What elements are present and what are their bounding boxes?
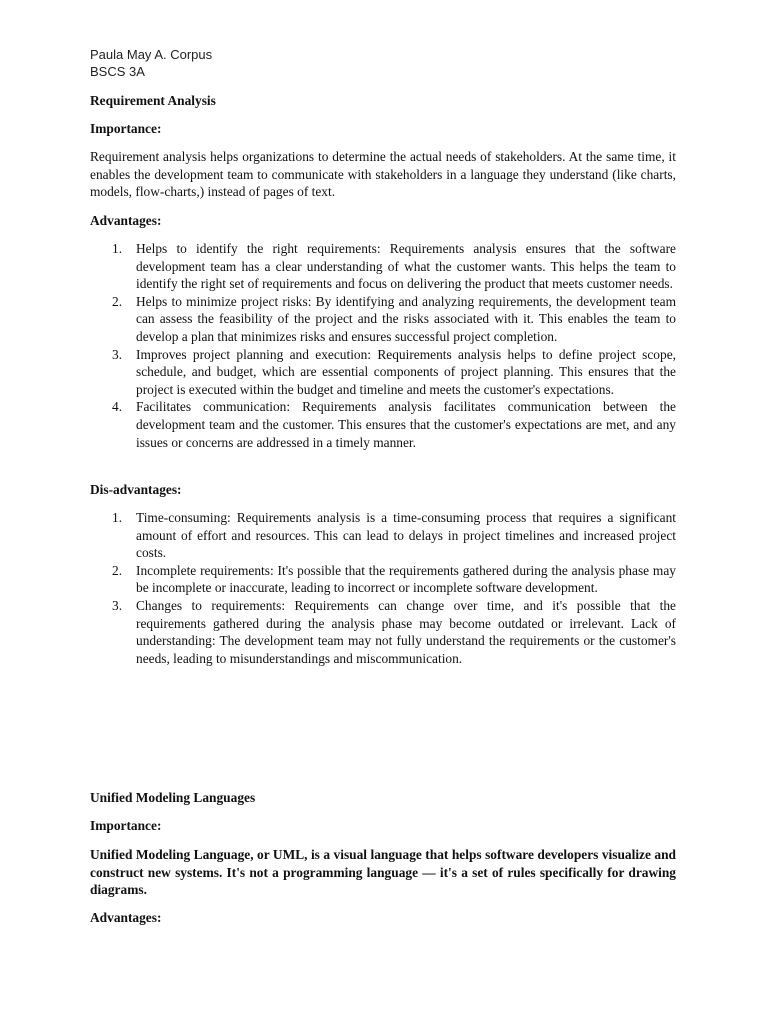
list-item-text: Time-consuming: Requirements analysis is a time-consuming process that requires a significant amount of effort and resources. This can lead to delays in project timelines and increased project costs. (136, 510, 676, 561)
list-number: 3. (112, 346, 123, 362)
uml-advantages-heading: Advantages: (90, 910, 162, 925)
list-number: 1. (112, 241, 123, 256)
list-number: 1. (112, 510, 123, 525)
list-item-text: Changes to requirements: Requirements can change over time, and it's possible that the requirements gathered during the analysis phase may become outdated or irrelevant. Lack of understanding: The development team may not fully understand the requirements or the customer's needs, leading to misunderstandings and miscommunication. (136, 597, 676, 666)
section-title-uml: Unified Modeling Languages (90, 790, 256, 805)
list-item-text: Helps to minimize project risks: By identifying and analyzing requirements, the development team can assess the feasibility of the project and the risks associated with it. This enables the team to develop a plan that minimizes risks and ensures successful project completion. (136, 293, 676, 344)
author-name: Paula May A. Corpus (90, 47, 213, 62)
list-item (90, 562, 676, 597)
advantages-list (90, 240, 676, 451)
disadvantages-heading: Dis-advantages: (90, 482, 182, 497)
uml-importance-heading: Importance: (90, 818, 162, 833)
importance-heading: Importance: (90, 121, 162, 136)
list-number: 2. (112, 293, 123, 309)
importance-paragraph: Requirement analysis helps organizations to determine the actual needs of stakeholders. At the same time, it enables the development team to communicate with stakeholders in a language they understand (like charts, models, flow-charts,) instead of pages of text. (90, 149, 676, 200)
list-number: 2. (112, 562, 123, 578)
list-item (90, 240, 676, 293)
list-item (90, 597, 676, 667)
list-item-text: Facilitates communication: Requirements analysis facilitates communication between the development team and the customer. This ensures that the customer's expectations are met, and any issues or concerns are addressed in a timely manner. (136, 399, 676, 450)
uml-importance-paragraph: Unified Modeling Language, or UML, is a visual language that helps software developers visualize and construct new systems. It's not a programming language — it's a set of rules specifically for drawing diagrams. (90, 847, 676, 898)
author-section: BSCS 3A (90, 64, 145, 79)
list-item (90, 509, 676, 562)
list-item (90, 293, 676, 346)
list-item-text: Improves project planning and execution: Requirements analysis helps to define project scope, schedule, and budget, which are essential components of project planning. This ensures that the project is executed within the budget and timeline and meets the customer's expectations. (136, 346, 676, 397)
list-number: 4. (112, 399, 123, 415)
list-item-text: Helps to identify the right requirements: Requirements analysis ensures that the software development team has a clear understanding of what the customer wants. This helps the team to identify the right set of requirements and focus on delivering the product that meets customer needs. (136, 241, 676, 292)
list-item (90, 398, 676, 451)
list-item (90, 346, 676, 399)
advantages-heading: Advantages: (90, 213, 162, 228)
section-title-requirement-analysis: Requirement Analysis (90, 93, 216, 108)
list-number: 3. (112, 597, 123, 613)
disadvantages-list (90, 509, 676, 667)
list-item-text: Incomplete requirements: It's possible that the requirements gathered during the analysis phase may be incomplete or inaccurate, leading to incorrect or incomplete software development. (136, 562, 676, 596)
